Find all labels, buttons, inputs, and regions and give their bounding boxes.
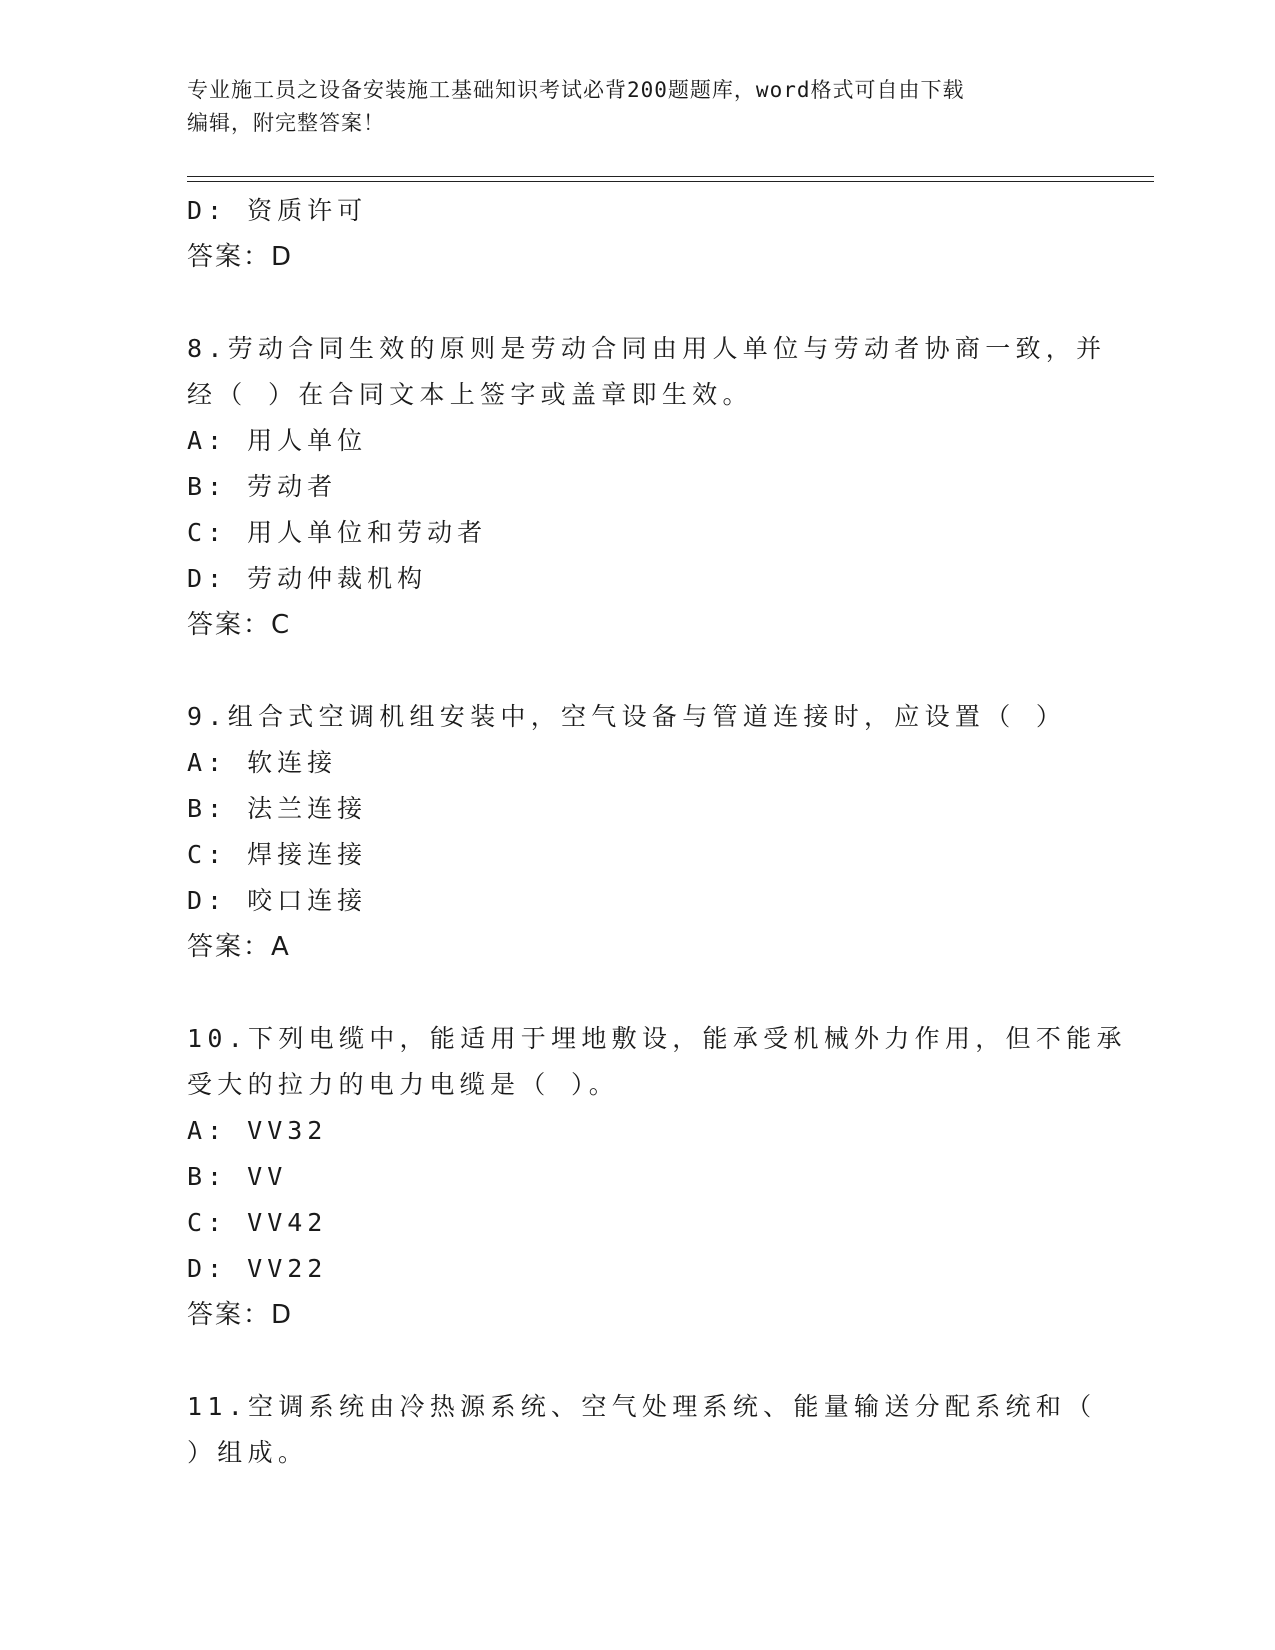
question-text-line: 受大的拉力的电力电缆是（ ）。 <box>187 1070 620 1099</box>
header-divider-bottom <box>187 181 1154 182</box>
question-text-line: 8.劳动合同生效的原则是劳动合同由用人单位与劳动者协商一致，并 <box>187 334 1107 363</box>
spacer <box>187 1338 1087 1384</box>
option-d: D: 劳动仲裁机构 <box>187 564 428 593</box>
question-text <box>187 1384 1097 1476</box>
question-text <box>187 1016 1127 1108</box>
option-a: A: 软连接 <box>187 748 338 777</box>
option-b: B: VV <box>187 1162 288 1191</box>
option-a: A: VV32 <box>187 1116 328 1145</box>
option-c: C: 焊接连接 <box>187 840 368 869</box>
answer-label: 答案：A <box>187 932 291 962</box>
header-divider-top <box>187 176 1154 177</box>
spacer <box>187 970 1087 1016</box>
spacer <box>187 280 1087 326</box>
option-d: D: VV22 <box>187 1254 328 1283</box>
header-title-line-1: 专业施工员之设备安装施工基础知识考试必背200题题库，word格式可自由下载 <box>187 78 965 102</box>
header-title-line-2: 编辑，附完整答案！ <box>187 111 385 135</box>
question-text-line: 10.下列电缆中，能适用于埋地敷设，能承受机械外力作用，但不能承 <box>187 1024 1127 1053</box>
spacer <box>187 648 1087 694</box>
question-text-line: 9.组合式空调机组安装中，空气设备与管道连接时，应设置（ ） <box>187 702 1067 731</box>
question-10 <box>187 1016 1127 1338</box>
question-7-partial <box>187 188 1087 280</box>
question-text <box>187 326 1107 418</box>
answer-label: 答案：C <box>187 610 292 640</box>
answer-label: 答案：D <box>187 242 294 272</box>
question-8 <box>187 326 1107 648</box>
option-d: D: 咬口连接 <box>187 886 368 915</box>
question-content <box>187 188 1127 1476</box>
answer-label: 答案：D <box>187 1300 294 1330</box>
question-text <box>187 694 1087 740</box>
question-11 <box>187 1384 1097 1476</box>
question-9 <box>187 694 1087 970</box>
option-a: A: 用人单位 <box>187 426 368 455</box>
question-text-line: ）组成。 <box>187 1438 309 1467</box>
option-b: B: 法兰连接 <box>187 794 368 823</box>
option-c: C: 用人单位和劳动者 <box>187 518 488 547</box>
question-text-line: 11.空调系统由冷热源系统、空气处理系统、能量输送分配系统和（ <box>187 1392 1097 1421</box>
option-d: D: 资质许可 <box>187 196 368 225</box>
document-header <box>187 74 1087 140</box>
option-c: C: VV42 <box>187 1208 328 1237</box>
option-b: B: 劳动者 <box>187 472 338 501</box>
question-text-line: 经（ ）在合同文本上签字或盖章即生效。 <box>187 380 753 409</box>
